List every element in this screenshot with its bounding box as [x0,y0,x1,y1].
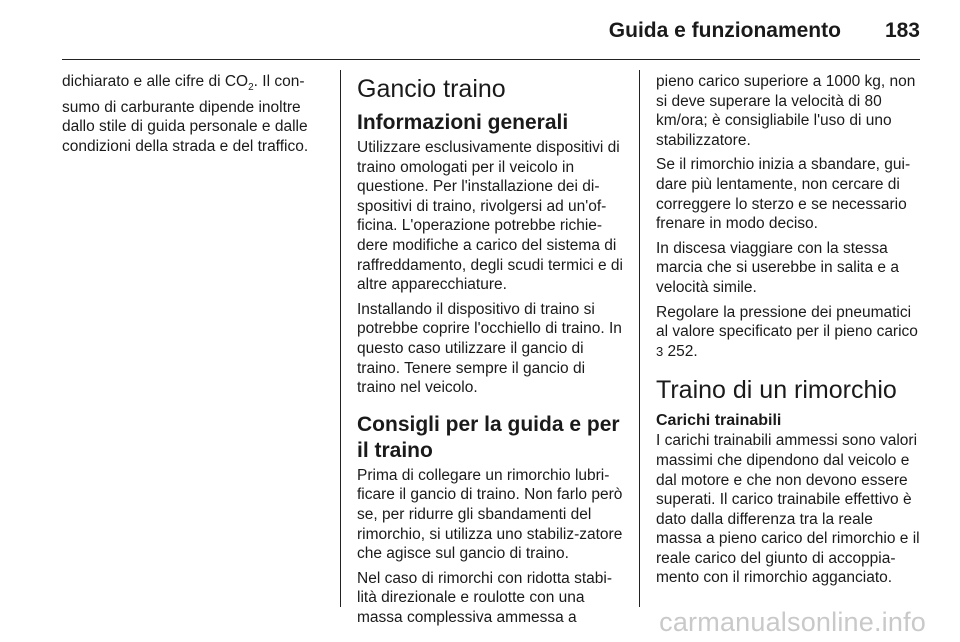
paragraph: Nel caso di rimorchi con ridotta stabi-lità direzionale e roulotte con una massa complessiva ammessa a [357,569,612,626]
page-number: 183 [884,19,920,42]
column-left [62,72,327,161]
column-right [656,72,922,593]
heading-traino-rimorchio: Traino di un rimorchio [656,376,897,405]
page-reference-arrow-icon: 3 [656,343,664,359]
watermark: carmanualsonline.info [659,607,926,637]
page-reference[interactable]: 252. [663,342,698,360]
column-middle [357,72,625,632]
heading-informazioni-generali: Informazioni generali [357,111,569,134]
heading-carichi-trainabili: Carichi trainabili [656,412,782,430]
paragraph: I carichi trainabili ammessi sono valori massimi che dipendono dal veicolo e dal motore e che non devono essere superati. Il carico trainabile effettivo è dato dalla differenza tra la reale massa a pieno carico del rimorchio e il reale carico del giunto di accoppia-mento con il rimorchio agganciato. [656,432,920,587]
header-rule [62,59,920,60]
section-title: Guida e funzionamento [608,19,841,42]
heading-gancio-traino: Gancio traino [357,75,506,103]
column-divider-right [639,70,640,607]
heading-consigli: Consigli per la guida e per il traino [357,412,620,462]
paragraph: In discesa viaggiare con la stessa marcia che si userebbe in salita e a velocità simile. [656,239,899,296]
column-divider-left [340,70,341,607]
paragraph: Installando il dispositivo di traino si potrebbe coprire l'occhiello di traino. In questo caso utilizzare il gancio di traino. Tenere sempre il gancio di traino nel veicolo. [357,300,622,397]
paragraph: Prima di collegare un rimorchio lubri-ficare il gancio di traino. Non farlo però se, per ridurre gli sbandamenti del rimorchio, si utilizza uno stabiliz-zatore che agisce sul gancio di traino. [357,466,623,563]
paragraph: Se il rimorchio inizia a sbandare, gui-dare più lentamente, non cercare di correggere lo sterzo e se necessario frenare in modo deciso. [656,156,911,233]
paragraph: Regolare la pressione dei pneumatici al valore specificato per il pieno carico 3 252. [656,303,918,360]
page-header [60,14,920,48]
paragraph: Utilizzare esclusivamente dispositivi di traino omologati per il veicolo in questione. Per l'installazione dei di-spositivi di traino, rivolgersi ad un'of-ficina. L'operazione potrebbe richie-dere modifiche a carico del sistema di raffreddamento, degli scudi termici e di altre apparecchiature. [357,139,623,294]
paragraph: dichiarato e alle cifre di $CO_2$. Il con- sumo di carburante dipende inoltre dallo stile di guida personale e dalle condizioni della strada e del traffico. [62,73,309,155]
paragraph: pieno carico superiore a 1000 kg, non si deve superare la velocità di 80 km/ora; è consigliabile l'uso di uno stabilizzatore. [656,73,916,149]
